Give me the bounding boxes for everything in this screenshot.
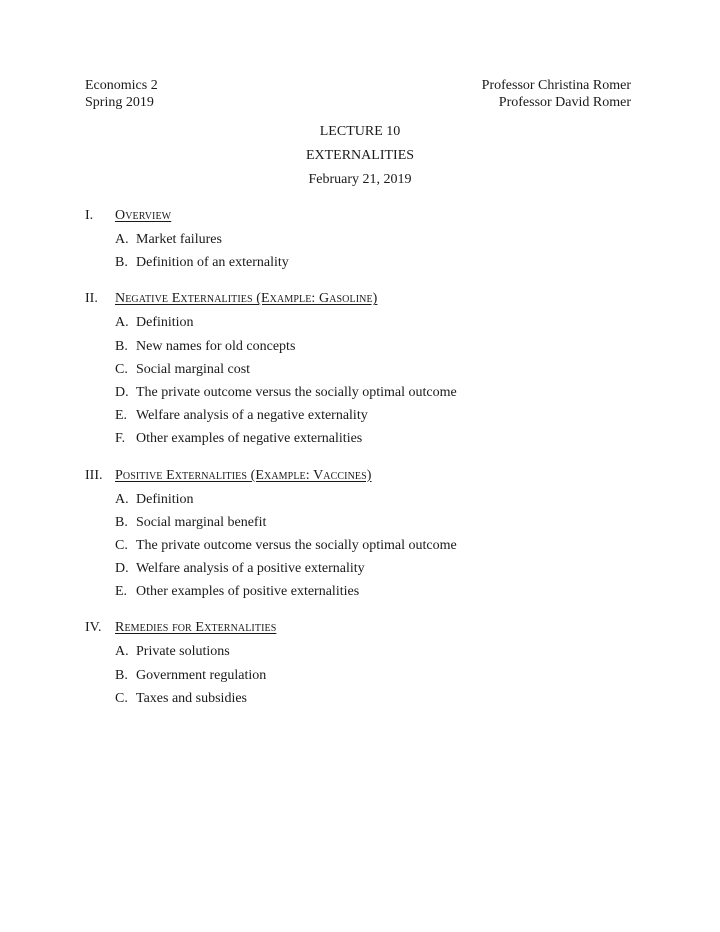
outline-section <box>85 620 645 714</box>
section-title: Remedies for Externalities <box>115 620 277 636</box>
course-info <box>85 77 158 111</box>
outline-item <box>85 315 645 338</box>
item-text: The private outcome versus the socially optimal outcome <box>136 384 457 400</box>
item-letter: C. <box>115 537 128 553</box>
outline-item <box>85 385 645 408</box>
section-items <box>85 315 645 454</box>
item-letter: E. <box>115 584 128 600</box>
outline-item <box>85 644 645 667</box>
outline-item <box>85 339 645 362</box>
outline-item <box>85 561 645 584</box>
item-letter: D. <box>115 384 129 400</box>
outline-item <box>85 431 645 454</box>
course-name: Economics 2 <box>85 78 158 93</box>
item-text: Social marginal benefit <box>136 514 267 530</box>
item-letter: B. <box>115 667 128 683</box>
item-letter: F. <box>115 431 126 447</box>
outline-item <box>85 668 645 691</box>
item-letter: B. <box>115 255 128 271</box>
item-text: Other examples of negative externalities <box>136 431 363 447</box>
outline-section <box>85 291 645 454</box>
item-letter: A. <box>115 315 129 331</box>
item-letter: C. <box>115 361 128 377</box>
course-term: Spring 2019 <box>85 95 154 110</box>
lecture-date: February 21, 2019 <box>308 172 412 187</box>
item-letter: E. <box>115 408 128 424</box>
section-items <box>85 492 645 608</box>
section-items <box>85 644 645 714</box>
item-text: Social marginal cost <box>136 361 251 377</box>
item-text: Definition <box>136 491 194 507</box>
item-text: The private outcome versus the socially optimal outcome <box>136 537 457 553</box>
item-text: Definition <box>136 315 194 331</box>
outline-item <box>85 362 645 385</box>
outline-section <box>85 208 645 278</box>
lecture-topic: EXTERNALITIES <box>305 148 415 163</box>
item-text: Welfare analysis of a negative externality <box>136 408 368 424</box>
instructor-info <box>482 77 631 111</box>
item-letter: A. <box>115 644 129 660</box>
item-letter: D. <box>115 561 129 577</box>
item-letter: B. <box>115 514 128 530</box>
section-heading <box>85 468 645 484</box>
section-numeral: III. <box>85 467 103 483</box>
item-text: New names for old concepts <box>136 338 296 354</box>
section-numeral: II. <box>85 291 98 307</box>
item-letter: C. <box>115 690 128 706</box>
lecture-number: LECTURE 10 <box>319 124 401 139</box>
outline-item <box>85 255 645 278</box>
item-text: Private solutions <box>136 644 230 660</box>
lecture-title-block <box>0 124 720 196</box>
section-heading <box>85 208 645 224</box>
section-title: Overview <box>115 208 172 223</box>
outline-item <box>85 584 645 607</box>
outline-item <box>85 232 645 255</box>
item-letter: A. <box>115 232 129 247</box>
outline-item <box>85 408 645 431</box>
item-text: Market failures <box>136 232 222 247</box>
section-items <box>85 232 645 278</box>
outline-item <box>85 492 645 515</box>
item-letter: A. <box>115 491 129 507</box>
item-text: Government regulation <box>136 667 267 683</box>
outline-item <box>85 515 645 538</box>
item-text: Welfare analysis of a positive externality <box>136 561 365 577</box>
outline-item <box>85 538 645 561</box>
item-text: Definition of an externality <box>136 255 289 271</box>
section-title: Negative Externalities (Example: Gasoline) <box>115 291 378 307</box>
item-text: Taxes and subsidies <box>136 690 248 706</box>
section-heading <box>85 620 645 636</box>
section-numeral: IV. <box>85 620 102 636</box>
item-text: Other examples of positive externalities <box>136 584 360 600</box>
professor-name: Professor David Romer <box>498 95 631 110</box>
lecture-outline <box>85 208 645 727</box>
outline-section <box>85 468 645 608</box>
section-numeral: I. <box>85 208 94 223</box>
outline-item <box>85 691 645 714</box>
item-letter: B. <box>115 338 128 354</box>
section-heading <box>85 291 645 307</box>
section-title: Positive Externalities (Example: Vaccines) <box>115 467 372 483</box>
professor-name: Professor Christina Romer <box>481 78 631 93</box>
